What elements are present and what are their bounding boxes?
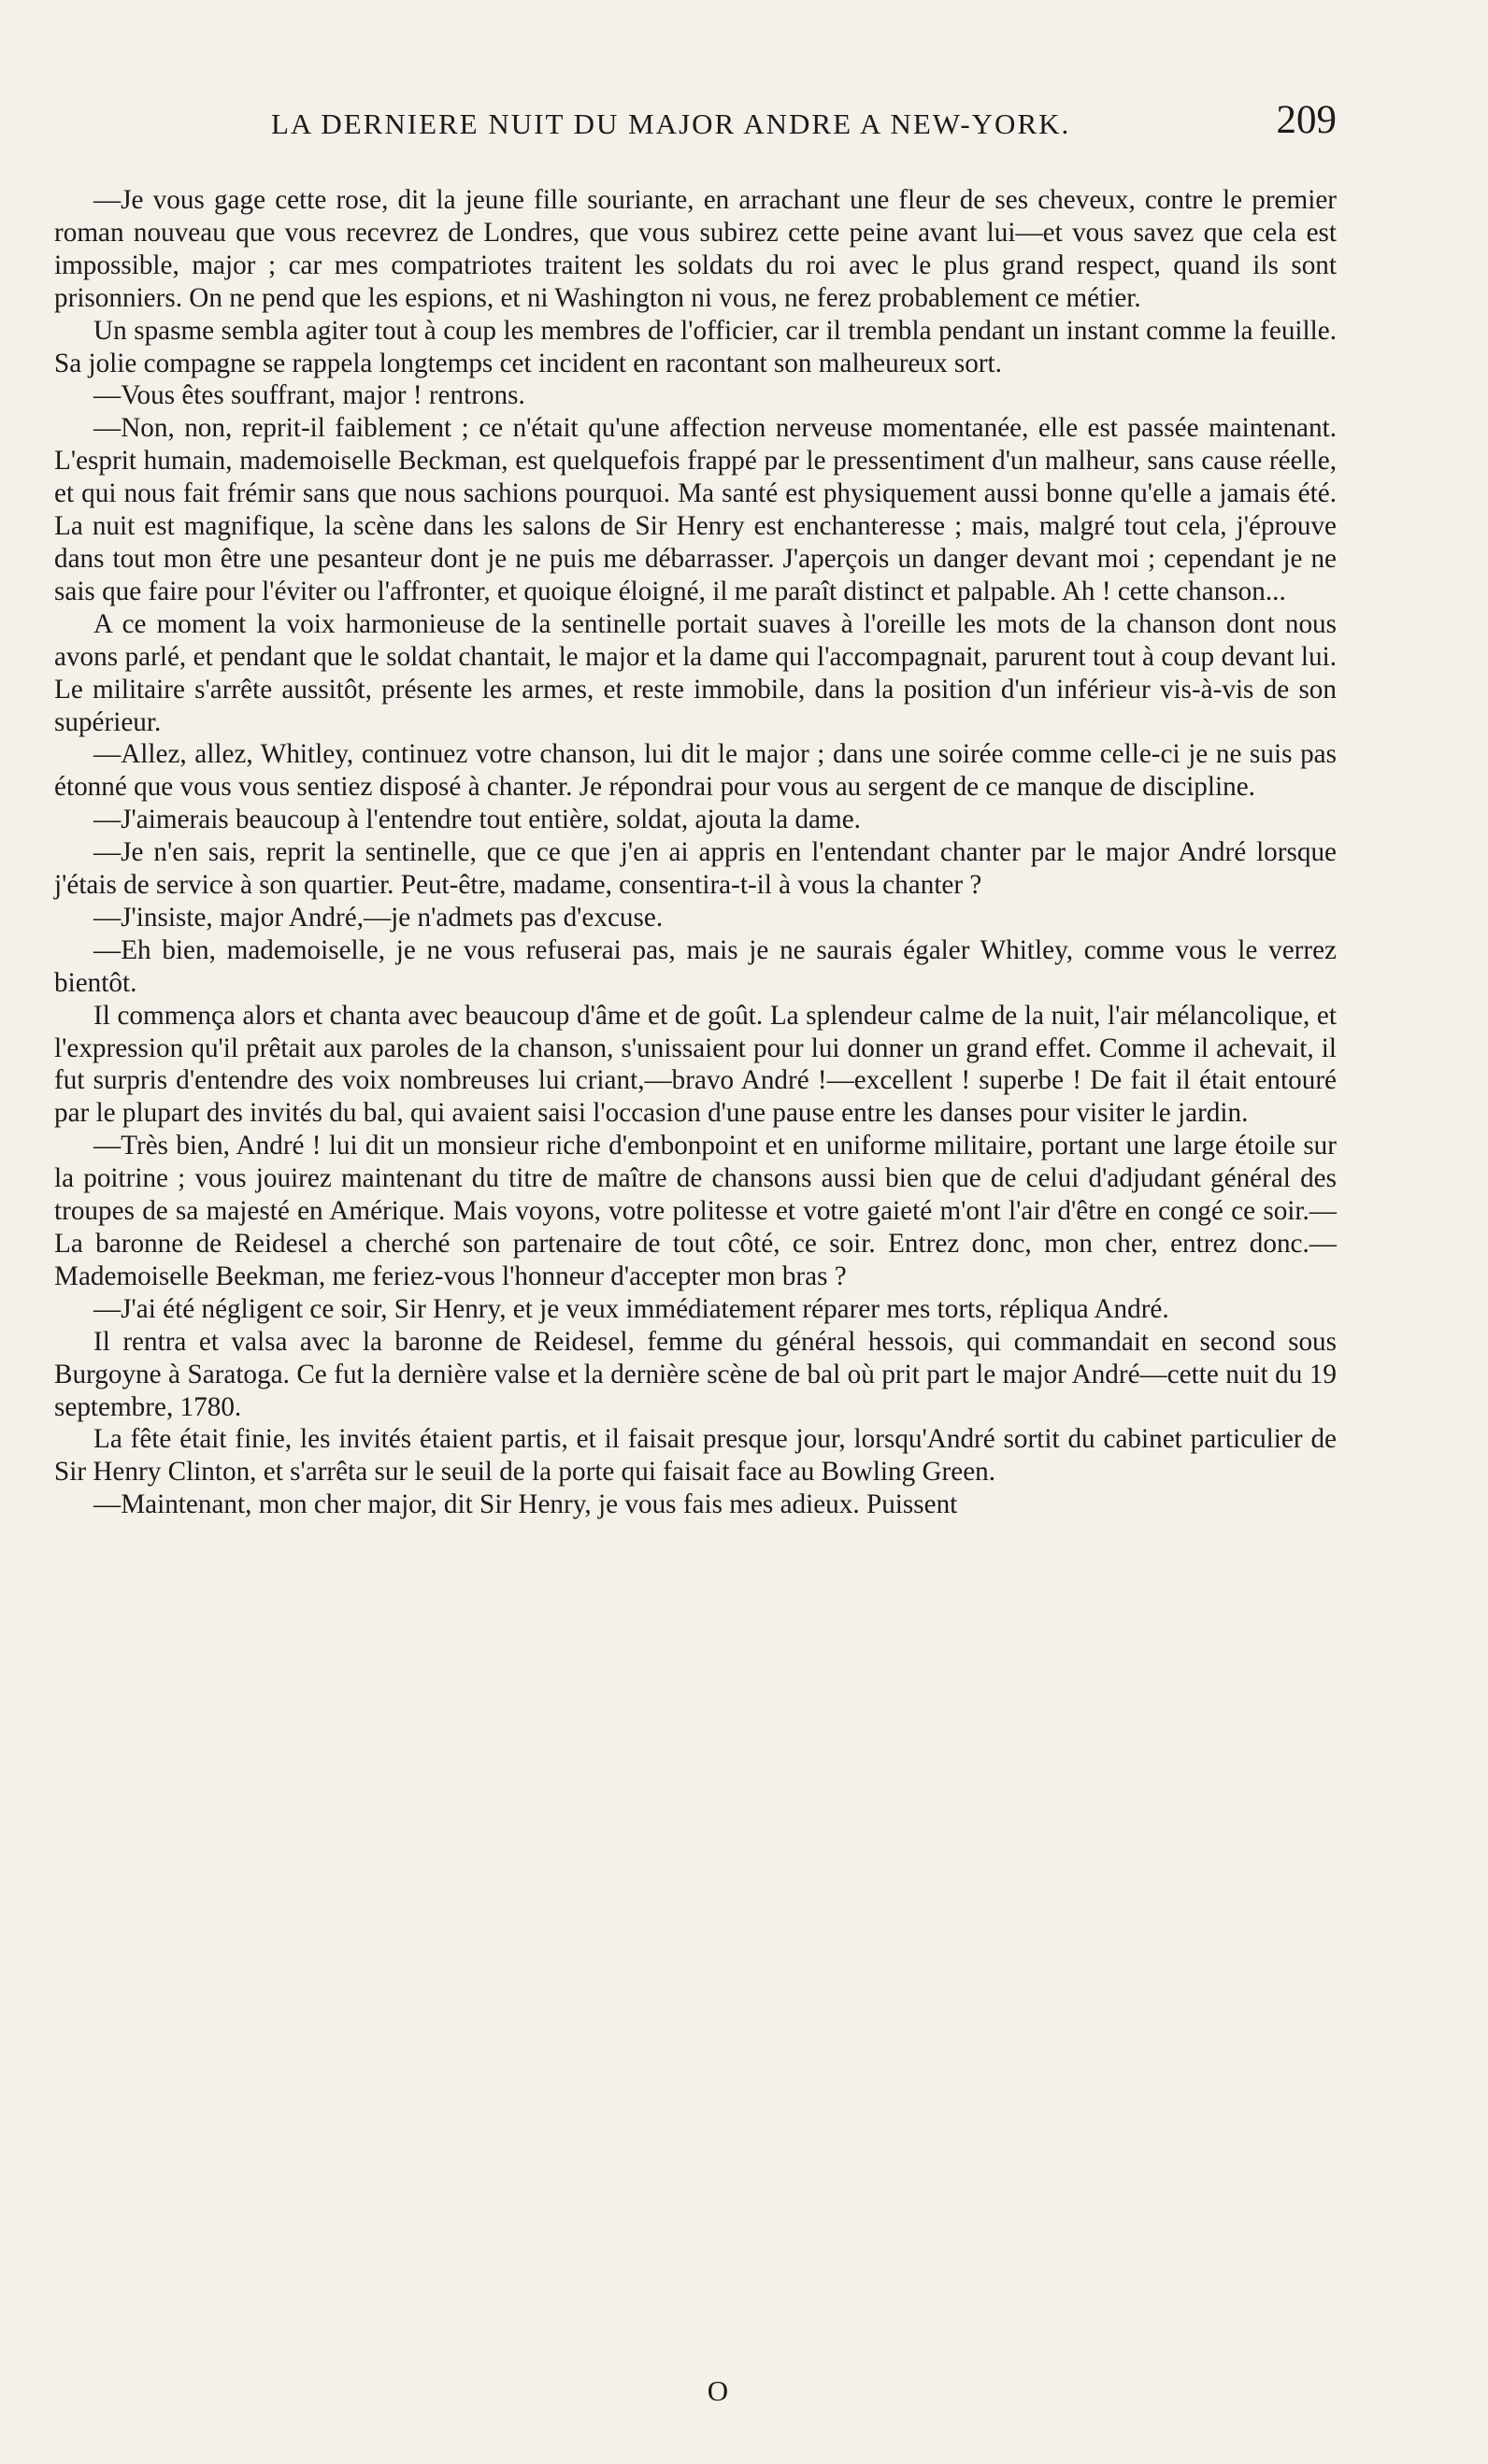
paragraph: —Maintenant, mon cher major, dit Sir Henry, je vous fais mes adieux. Puissent — [93, 1489, 958, 1520]
paragraph: La fête était finie, les invités étaient partis, et il faisait presque jour, lorsqu'André sortit du cabinet particulier de Sir Henry Clinton, et s'arrêta sur le seuil de la porte qui faisait face au Bowling Green. — [54, 1424, 1337, 1488]
body-text — [54, 184, 1337, 1521]
paragraph: A ce moment la voix harmonieuse de la sentinelle portait suaves à l'oreille les mots de la chanson dont nous avons parlé, et pendant que le soldat chantait, le major et la dame qui l'accompagnait, parurent tout à coup devant lui. Le militaire s'arrête aussitôt, présente les armes, et reste immobile, dans la position d'un inférieur vis-à-vis de son supérieur. — [54, 608, 1337, 737]
book-page — [54, 98, 1337, 2453]
page-header — [54, 98, 1337, 150]
paragraph: Il rentra et valsa avec la baronne de Reidesel, femme du général hessois, qui commandait en second sous Burgoyne à Saratoga. Ce fut la dernière valse et la dernière scène de bal où prit part le major André—cette nuit du 19 septembre, 1780. — [54, 1326, 1337, 1422]
paragraph: —Je vous gage cette rose, dit la jeune fille souriante, en arrachant une fleur de ses cheveux, contre le premier roman nouveau que vous recevrez de Londres, que vous subirez cette peine avant lui—et vous savez que cela est impossible, major ; car mes compatriotes traitent les soldats du roi avec le plus grand respect, quand ils sont prisonniers. On ne pend que les espions, et ni Washington ni vous, ne ferez probablement ce métier. — [54, 185, 1337, 313]
page-number: 209 — [1276, 98, 1337, 142]
paragraph: —Eh bien, mademoiselle, je ne vous refuserai pas, mais je ne saurais égaler Whitley, comme vous le verrez bientôt. — [54, 934, 1337, 998]
paragraph: —Vous êtes souffrant, major ! rentrons. — [93, 380, 525, 411]
paragraph: Il commença alors et chanta avec beaucoup d'âme et de goût. La splendeur calme de la nuit, l'air mélancolique, et l'expression qu'il prêtait aux paroles de la chanson, s'unissaient pour lui donner un grand effet. Comme il achevait, il fut surpris d'entendre des voix nombreuses lui criant,—bravo André !—excellent ! superbe ! De fait il était entouré par le plupart des invités du bal, qui avaient saisi l'occasion d'une pause entre les danses pour visiter le jardin. — [54, 1000, 1337, 1129]
signature-mark: O — [707, 2374, 729, 2407]
paragraph: —Je n'en sais, reprit la sentinelle, que ce que j'en ai appris en l'entendant chanter par le major André lorsque j'étais de service à son quartier. Peut-être, madame, consentira-t-il à vous la chanter ? — [54, 837, 1337, 901]
paragraph: —J'aimerais beaucoup à l'entendre tout entière, soldat, ajouta la dame. — [93, 805, 861, 835]
paragraph: —Allez, allez, Whitley, continuez votre chanson, lui dit le major ; dans une soirée comme celle-ci je ne suis pas étonné que vous vous sentiez disposé à chanter. Je répondrai pour vous au sergent de ce manque de discipline. — [54, 739, 1337, 803]
paragraph: Un spasme sembla agiter tout à coup les membres de l'officier, car il trembla pendant un instant comme la feuille. Sa jolie compagne se rappela longtemps cet incident en racontant son malheureux sort. — [54, 315, 1337, 378]
running-title: LA DERNIERE NUIT DU MAJOR ANDRE A NEW-YORK. — [271, 107, 1071, 140]
paragraph: —J'insiste, major André,—je n'admets pas d'excuse. — [93, 902, 664, 933]
paragraph: —J'ai été négligent ce soir, Sir Henry, et je veux immédiatement réparer mes torts, répliqua André. — [93, 1293, 1169, 1324]
paragraph: —Très bien, André ! lui dit un monsieur riche d'embonpoint et en uniforme militaire, portant une large étoile sur la poitrine ; vous jouirez maintenant du titre de maître de chansons aussi bien que de celui d'adjudant général des troupes de sa majesté en Amérique. Mais voyons, votre politesse et votre gaieté m'ont l'air d'être en congé ce soir.—La baronne de Reidesel a cherché son partenaire de tout côté, ce soir. Entrez donc, mon cher, entrez donc.—Mademoiselle Beekman, me feriez-vous l'honneur d'accepter mon bras ? — [54, 1131, 1337, 1291]
paragraph: —Non, non, reprit-il faiblement ; ce n'était qu'une affection nerveuse momentanée, elle est passée maintenant. L'esprit humain, mademoiselle Beckman, est quelquefois frappé par le pressentiment d'un malheur, sans cause réelle, et qui nous fait frémir sans que nous sachions pourquoi. Ma santé est physiquement aussi bonne qu'elle a jamais été. La nuit est magnifique, la scène dans les salons de Sir Henry est enchanteresse ; mais, malgré tout cela, j'éprouve dans tout mon être une pesanteur dont je ne puis me débarrasser. J'aperçois un danger devant moi ; cependant je ne sais que faire pour l'éviter ou l'affronter, et quoique éloigné, il me paraît distinct et palpable. Ah ! cette chanson... — [54, 413, 1337, 606]
